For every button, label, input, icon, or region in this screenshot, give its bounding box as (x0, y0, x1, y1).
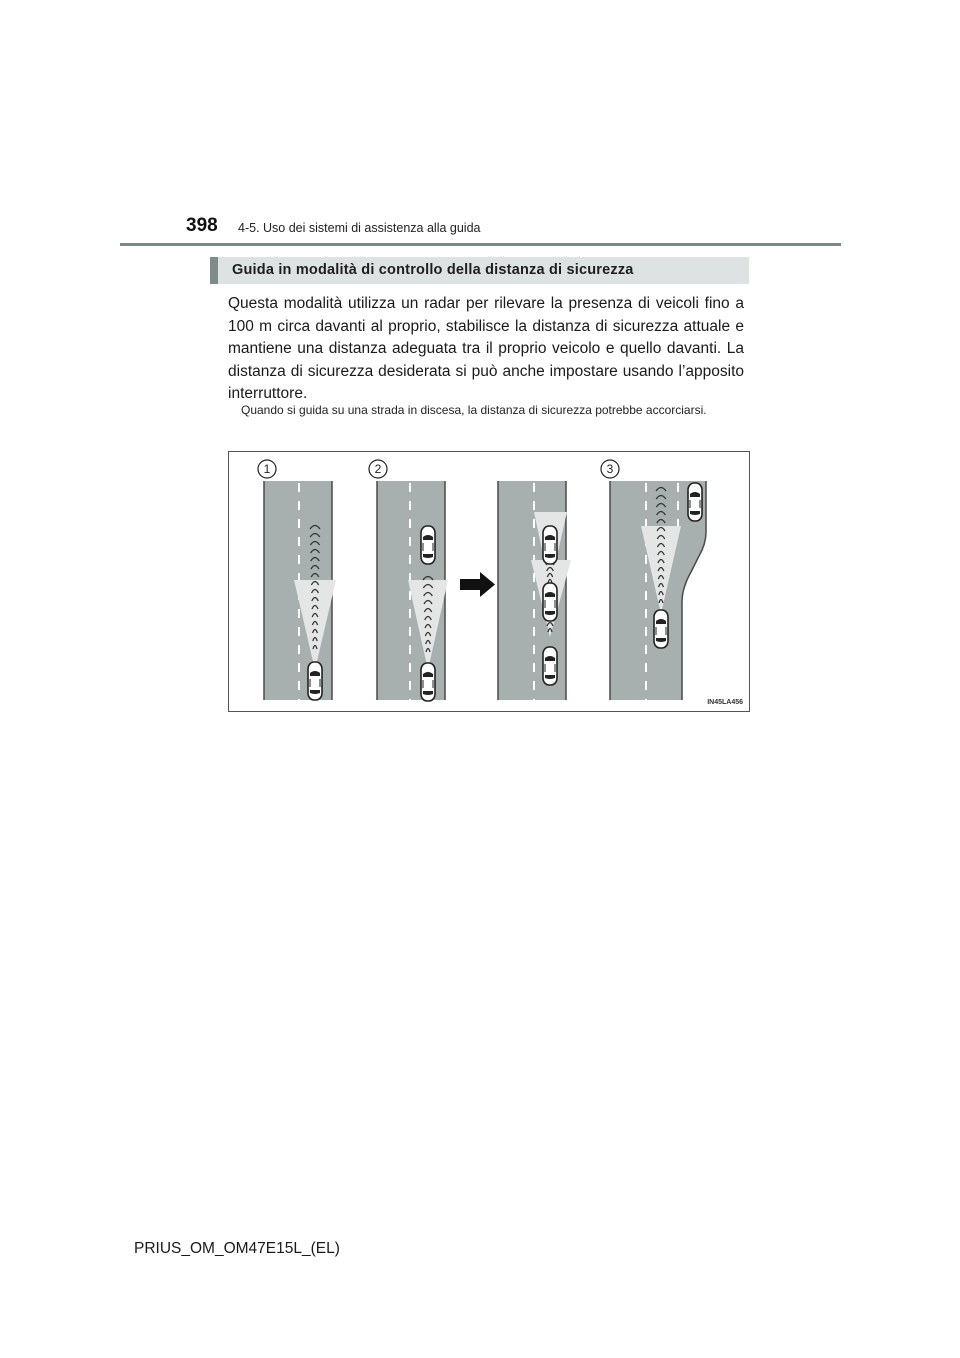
car-icon (421, 526, 435, 564)
figure-code: IN45LA456 (707, 699, 743, 706)
section-path: 4-5. Uso dei sistemi di assistenza alla guida (238, 221, 481, 235)
page-number: 398 (186, 215, 218, 236)
car-icon (688, 483, 702, 521)
step-label-3 (601, 460, 619, 478)
step-label-1 (258, 460, 276, 478)
svg-text:3: 3 (606, 462, 614, 476)
car-icon (308, 662, 322, 700)
step-label-2 (369, 460, 387, 478)
car-icon (543, 526, 557, 564)
arrow-right-icon (460, 572, 495, 597)
car-icon (543, 583, 557, 621)
header-rule (120, 243, 841, 246)
svg-text:1: 1 (263, 462, 271, 476)
section-title: Guida in modalità di controllo della distanza di sicurezza (232, 262, 634, 278)
car-icon (654, 610, 668, 648)
section-heading-box (210, 257, 749, 284)
note-paragraph: Quando si guida su una strada in discesa, la distanza di sicurezza potrebbe accorciarsi. (241, 403, 707, 417)
footer-doc-id: PRIUS_OM_OM47E15L_(EL) (134, 1240, 340, 1257)
svg-text:2: 2 (374, 462, 382, 476)
illustration-figure (228, 451, 750, 712)
illustration-svg (229, 452, 751, 713)
car-icon (543, 647, 557, 685)
body-paragraph: Questa modalità utilizza un radar per rilevare la presenza di veicoli fino a 100 m circa davanti al proprio, stabilisce la distanza di sicurezza attuale e mantiene una distanza adeguata tra il proprio veicolo e quello davanti. La distanza di sicurezza desiderata si può anche impostare usando l’apposito interruttore. (228, 295, 744, 402)
car-icon (421, 663, 435, 701)
